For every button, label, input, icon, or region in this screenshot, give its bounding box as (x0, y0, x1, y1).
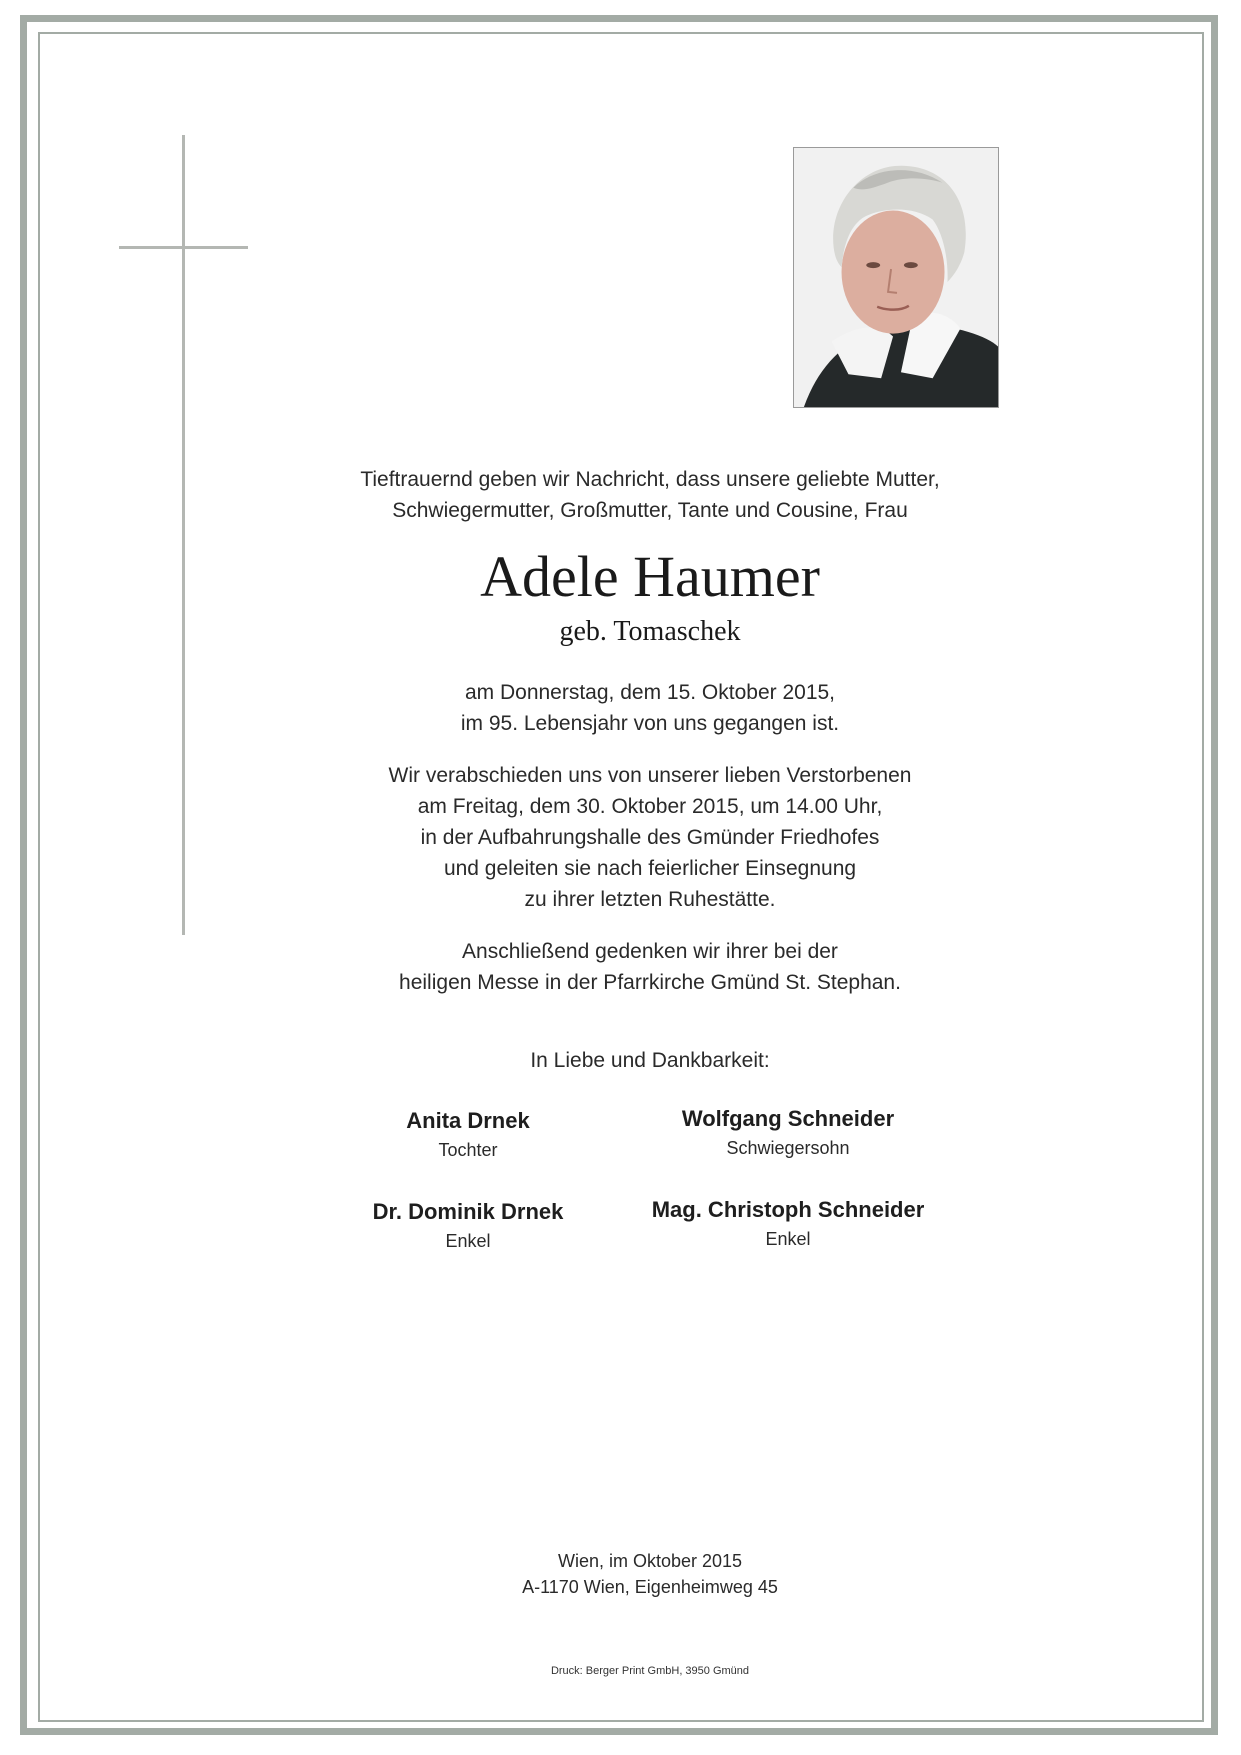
printer-note: Druck: Berger Print GmbH, 3950 Gmünd (550, 1665, 750, 1677)
mass-line: heiligen Messe in der Pfarrkirche Gmünd St. Stephan. (399, 971, 901, 994)
death-line: im 95. Lebensjahr von uns gegangen ist. (460, 712, 840, 735)
death-text (300, 677, 1000, 739)
mourner (618, 1195, 958, 1253)
mass-line: Anschließend gedenken wir ihrer bei der (462, 940, 838, 963)
mourner-name: Dr. Dominik Drnek (372, 1199, 564, 1224)
mourner (298, 1197, 638, 1255)
mourner-relation: Enkel (765, 1229, 811, 1249)
funeral-line: und geleiten sie nach feierlicher Einsegnung (443, 857, 857, 880)
cross-vertical-bar (182, 135, 185, 935)
intro-line: Schwiegermutter, Großmutter, Tante und Cousine, Frau (392, 499, 908, 522)
mourner-name: Mag. Christoph Schneider (651, 1197, 925, 1222)
mourner-relation: Enkel (445, 1231, 491, 1251)
mourner (298, 1106, 638, 1164)
portrait-photo (793, 147, 999, 408)
funeral-line: in der Aufbahrungshalle des Gmünder Friedhofes (420, 826, 880, 849)
death-line: am Donnerstag, dem 15. Oktober 2015, (464, 681, 836, 704)
mourner-relation: Schwiegersohn (726, 1138, 850, 1158)
mass-text (300, 936, 1000, 998)
funeral-text (300, 760, 1000, 915)
closing-text (300, 1045, 1000, 1076)
intro-text (300, 464, 1000, 526)
intro-line: Tieftrauernd geben wir Nachricht, dass unsere geliebte Mutter, (360, 468, 940, 491)
funeral-line: am Freitag, dem 30. Oktober 2015, um 14.00 Uhr, (417, 795, 883, 818)
deceased-name: Adele Haumer (480, 544, 820, 609)
closing-line: In Liebe und Dankbarkeit: (530, 1049, 770, 1072)
mourner-name: Anita Drnek (406, 1108, 530, 1133)
address: A-1170 Wien, Eigenheimweg 45 (522, 1577, 778, 1597)
mourner-name: Wolfgang Schneider (681, 1106, 895, 1131)
funeral-line: Wir verabschieden uns von unserer lieben Verstorbenen (388, 764, 912, 787)
funeral-line: zu ihrer letzten Ruhestätte. (524, 888, 776, 911)
mourner-relation: Tochter (438, 1140, 498, 1160)
mourner (618, 1104, 958, 1162)
cross-horizontal-bar (119, 246, 248, 249)
maiden-name: geb. Tomaschek (559, 616, 741, 647)
footer-address (400, 1548, 900, 1600)
place-date: Wien, im Oktober 2015 (557, 1551, 743, 1571)
